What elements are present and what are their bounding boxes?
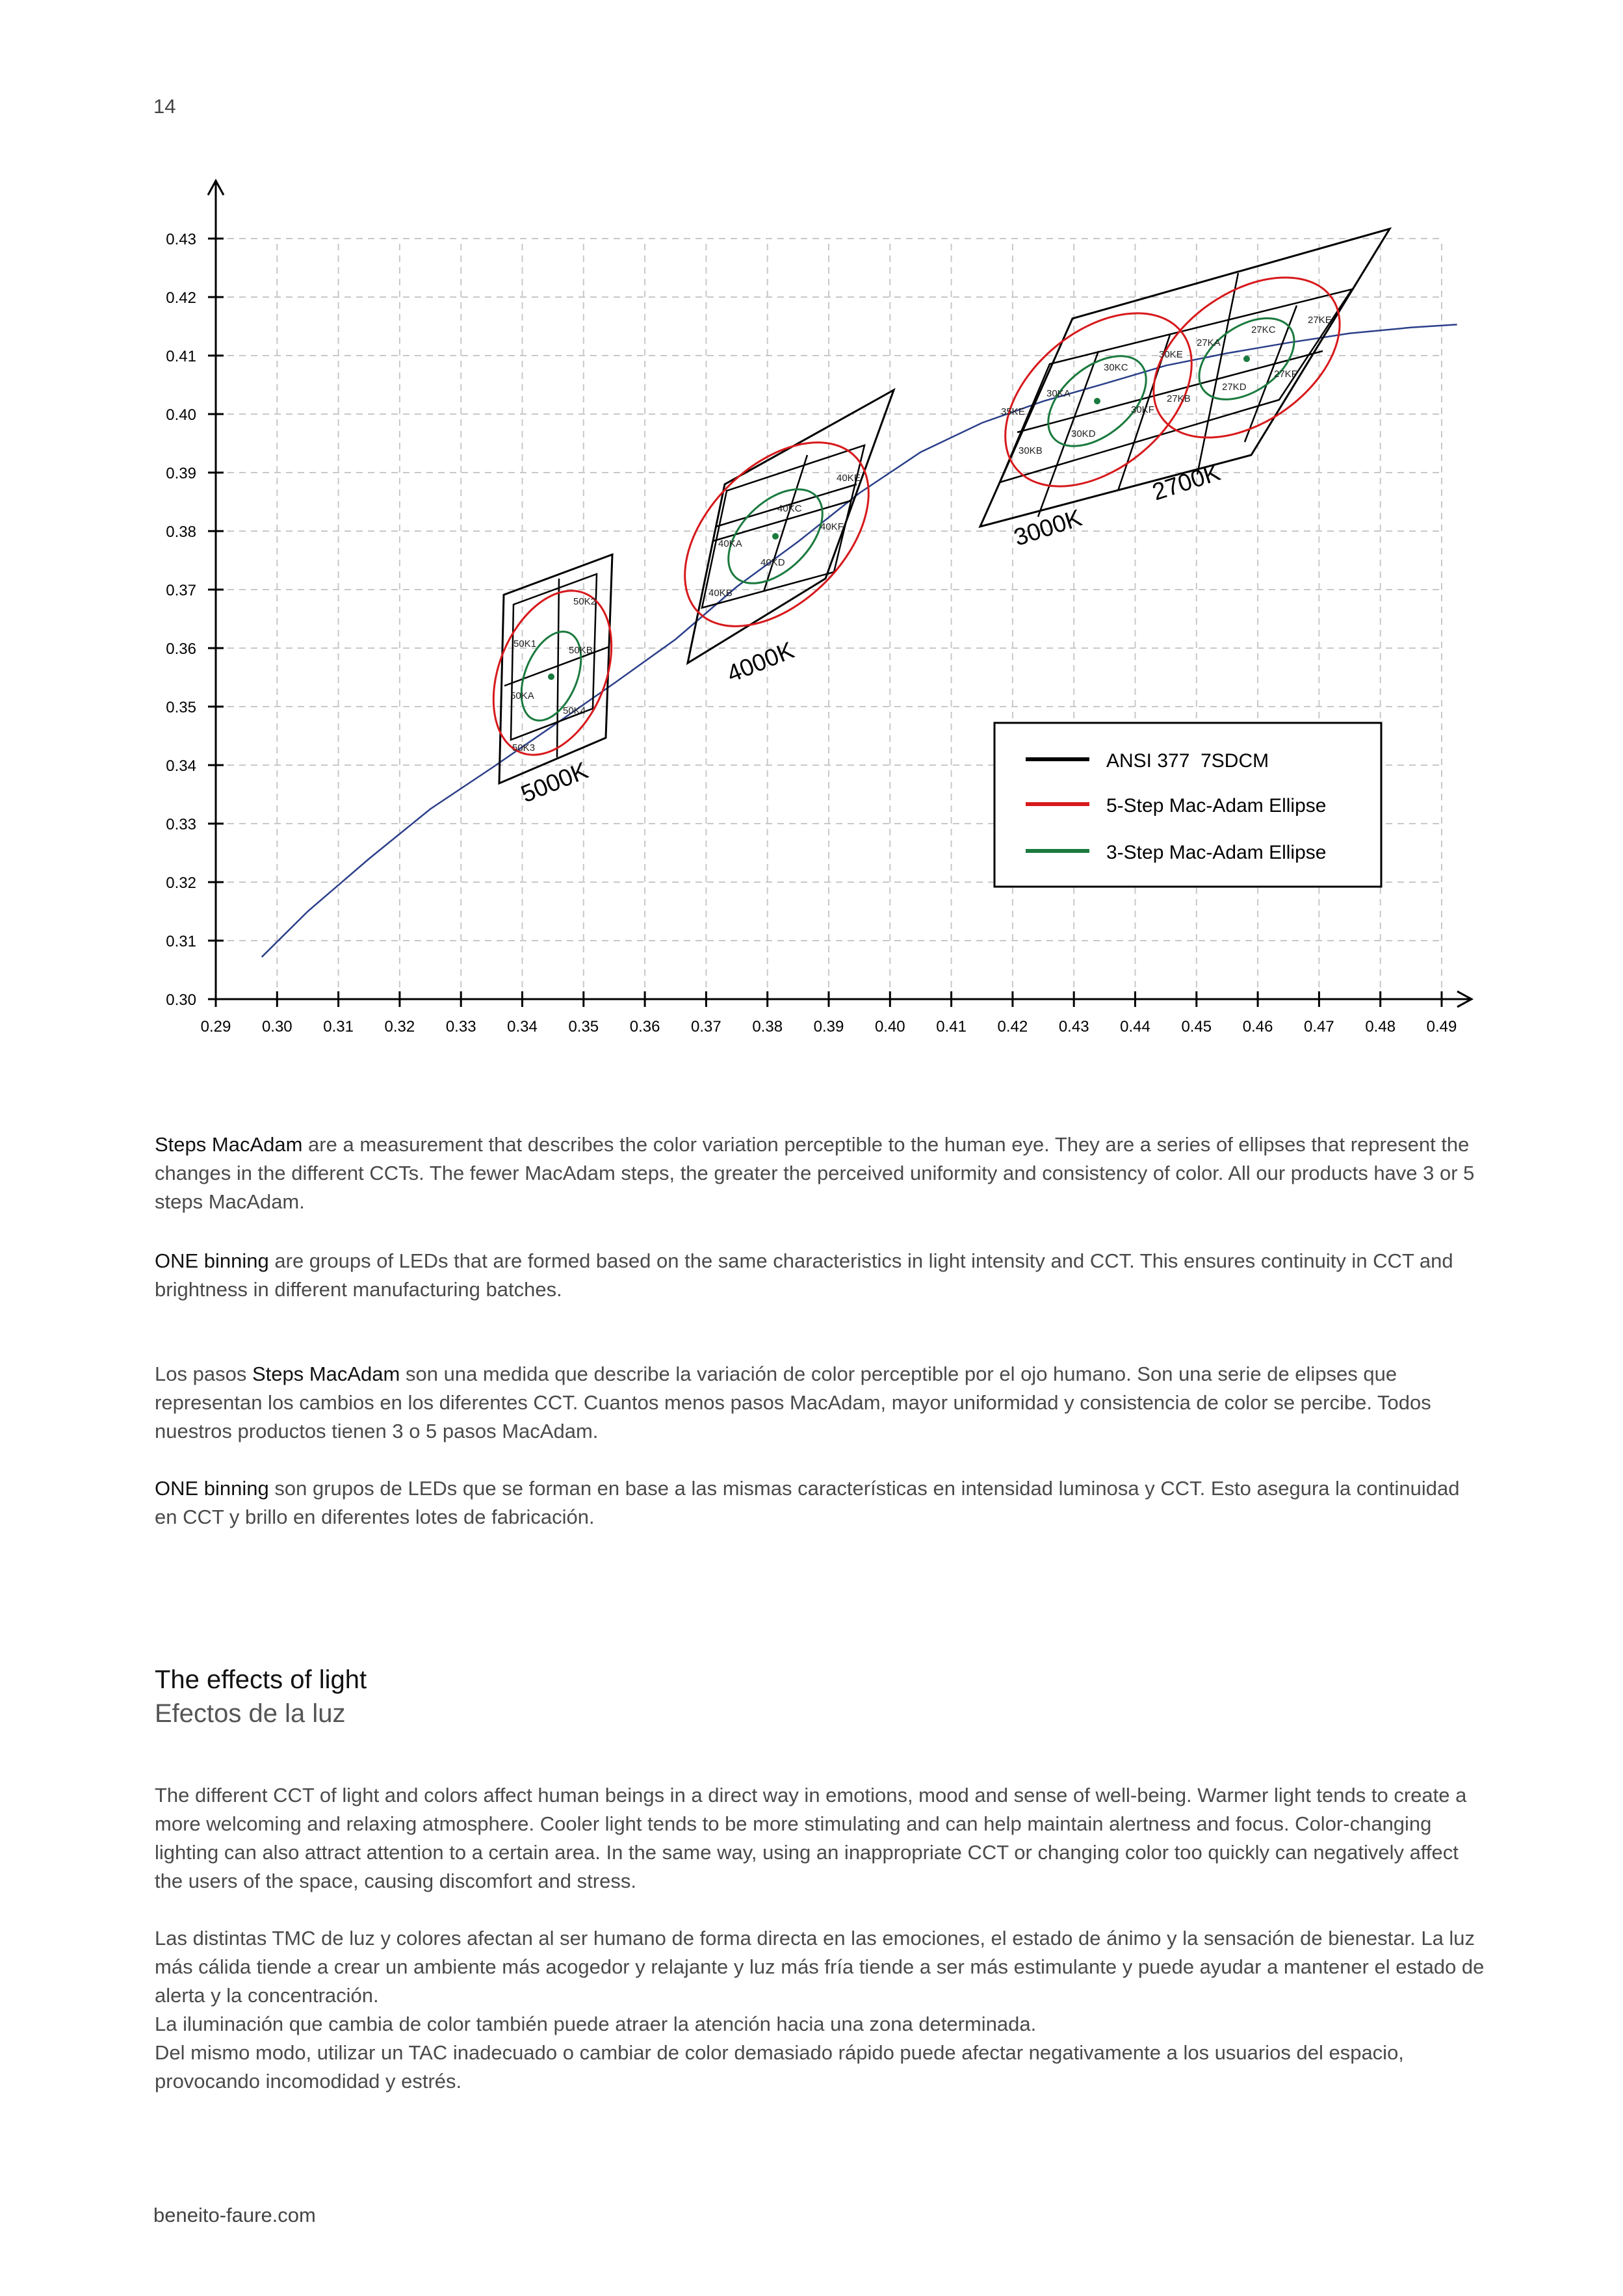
bin-label-50k4: 50K4 bbox=[563, 705, 586, 716]
y-tick-label: 0.41 bbox=[166, 348, 196, 365]
x-tick-label: 0.45 bbox=[1181, 1018, 1212, 1036]
bin-label-30kf: 30KF bbox=[1131, 404, 1154, 415]
term-one-binning: ONE binning bbox=[155, 1477, 269, 1500]
bin-label-40ka: 40KA bbox=[718, 538, 742, 549]
center-dot-5000k bbox=[548, 673, 554, 680]
paragraph-text: La iluminación que cambia de color también puede atraer la atención hacia una zona determinada. bbox=[155, 2013, 1037, 2035]
bin-line bbox=[1197, 273, 1238, 475]
y-tick-label: 0.32 bbox=[166, 874, 196, 892]
bin-label-40kf: 40KF bbox=[820, 521, 844, 532]
bin-label-27ka: 27KA bbox=[1197, 337, 1221, 348]
y-tick-label: 0.30 bbox=[166, 991, 196, 1009]
term-one-binning: ONE binning bbox=[155, 1249, 269, 1272]
cct-label-5000k: 5000K bbox=[517, 757, 592, 808]
bin-label-30ka: 30KA bbox=[1046, 388, 1071, 399]
chart-legend bbox=[994, 723, 1381, 887]
y-tick-label: 0.33 bbox=[166, 816, 196, 833]
x-tick-label: 0.29 bbox=[200, 1018, 231, 1036]
term-steps-macadam: Steps MacAdam bbox=[155, 1133, 303, 1156]
bin-label-40kc: 40KC bbox=[777, 503, 802, 514]
x-tick-label: 0.33 bbox=[445, 1018, 476, 1036]
bin-label-27ke: 27KE bbox=[1308, 315, 1332, 326]
paragraph-text: Las distintas TMC de luz y colores afectan al ser humano de forma directa en las emociones, el estado de ánimo y la sensación de bienestar. La luz más cálida tiende a crear un ambiente más acogedor y relajante y luz más fría tiende a ser más estimulante y puede ayudar a mantener el estado de alerta y la concentración. bbox=[155, 1927, 1485, 2007]
legend-label-5step: 5-Step Mac-Adam Ellipse bbox=[1106, 795, 1327, 816]
x-tick-label: 0.48 bbox=[1365, 1018, 1396, 1036]
page-number: 14 bbox=[153, 95, 176, 118]
x-tick-label: 0.34 bbox=[507, 1018, 538, 1036]
y-tick-label: 0.31 bbox=[166, 933, 196, 950]
cct-label-4000k: 4000K bbox=[723, 636, 798, 688]
cct-label-2700k: 2700K bbox=[1149, 458, 1224, 506]
paragraph-text: Del mismo modo, utilizar un TAC inadecuado o cambiar de color demasiado rápido puede afectar negativamente a los usuarios del espacio, provocando incomodidad y estrés. bbox=[155, 2041, 1404, 2093]
bin-label-30ke: 30KE bbox=[1159, 349, 1183, 360]
ellipse-5step-5000k bbox=[471, 573, 634, 772]
bin-label-50k2: 50K2 bbox=[573, 596, 597, 607]
footer-website[interactable]: beneito-faure.com bbox=[153, 2204, 316, 2226]
x-tick-label: 0.32 bbox=[384, 1018, 415, 1036]
bin-label-50kb: 50KB bbox=[569, 645, 593, 656]
y-tick-label: 0.40 bbox=[166, 406, 196, 424]
bin-line bbox=[557, 579, 559, 757]
bin-label-27kf: 27KF bbox=[1274, 369, 1297, 380]
section-body-en bbox=[155, 1781, 1487, 1896]
y-tick-label: 0.36 bbox=[166, 640, 196, 658]
x-tick-label: 0.36 bbox=[629, 1018, 660, 1036]
paragraph-text: Los pasos bbox=[155, 1363, 252, 1385]
bin-label-40kd: 40KD bbox=[760, 557, 785, 568]
x-tick-label: 0.30 bbox=[261, 1018, 292, 1036]
paragraph-steps-macadam-es bbox=[155, 1360, 1487, 1446]
x-tick-label: 0.41 bbox=[936, 1018, 967, 1036]
paragraph-one-binning-en bbox=[155, 1247, 1487, 1304]
bin-label-50k3: 50K3 bbox=[512, 742, 536, 753]
y-tick-label: 0.43 bbox=[166, 231, 196, 248]
x-tick-label: 0.35 bbox=[568, 1018, 599, 1036]
x-tick-label: 0.42 bbox=[997, 1018, 1028, 1036]
paragraph-text: son una medida que describe la variación de color perceptible por el ojo humano. Son una serie de elipses que representan los cambios en los diferentes CCT. Cuantos menos pasos MacAdam, mayor uniformidad y consistencia de color se percibe. Todos nuestros productos tienen 3 o 5 pasos MacAdam. bbox=[155, 1363, 1431, 1442]
bin-label-40ke: 40KE bbox=[837, 473, 861, 484]
y-tick-label: 0.42 bbox=[166, 289, 196, 307]
term-steps-macadam: Steps MacAdam bbox=[252, 1363, 400, 1385]
ansi-quad-3000k-2700k-inner bbox=[1000, 289, 1352, 482]
legend-label-3step: 3-Step Mac-Adam Ellipse bbox=[1106, 842, 1327, 863]
y-tick-label: 0.39 bbox=[166, 465, 196, 482]
legend-label-ansi: ANSI 377 7SDCM bbox=[1106, 750, 1269, 772]
y-tick-label: 0.38 bbox=[166, 523, 196, 541]
x-tick-label: 0.44 bbox=[1120, 1018, 1150, 1036]
center-dot-4000k bbox=[772, 533, 779, 540]
x-tick-label: 0.49 bbox=[1426, 1018, 1457, 1036]
y-tick-label: 0.37 bbox=[166, 582, 196, 599]
bin-label-35ke: 35KE bbox=[1001, 406, 1025, 417]
x-tick-label: 0.37 bbox=[691, 1018, 721, 1036]
y-tick-label: 0.35 bbox=[166, 699, 196, 716]
paragraph-text: The different CCT of light and colors affect human beings in a direct way in emotions, mood and sense of well-being. Warmer light tends to create a more welcoming and relaxing atmosphere. Cooler light tends to be more stimulating and can help maintain alertness and focus. Color-changing lighting can also attract attention to a certain area. In the same way, using an inappropriate CCT or changing color too quickly can negatively affect the users of the space, causing discomfort and stress. bbox=[155, 1784, 1467, 1892]
x-tick-label: 0.39 bbox=[813, 1018, 844, 1036]
y-tick-label: 0.34 bbox=[166, 757, 196, 775]
bin-label-40kb: 40KB bbox=[708, 588, 733, 599]
x-tick-label: 0.38 bbox=[752, 1018, 783, 1036]
chart-ticks bbox=[166, 231, 1457, 1036]
section-title-en: The effects of light bbox=[155, 1665, 367, 1694]
center-dot-2700k bbox=[1243, 356, 1250, 362]
x-tick-label: 0.31 bbox=[323, 1018, 354, 1036]
cie-chromaticity-chart bbox=[0, 0, 1623, 1053]
paragraph-steps-macadam-en bbox=[155, 1130, 1487, 1216]
x-tick-label: 0.43 bbox=[1058, 1018, 1089, 1036]
bin-label-30kc: 30KC bbox=[1104, 362, 1128, 373]
bin-label-27kb: 27KB bbox=[1167, 393, 1191, 404]
group-3000k-2700k bbox=[972, 229, 1390, 551]
bin-label-30kd: 30KD bbox=[1071, 428, 1096, 439]
x-tick-label: 0.47 bbox=[1304, 1018, 1334, 1036]
bin-label-50k1: 50K1 bbox=[513, 638, 537, 649]
bin-label-27kd: 27KD bbox=[1222, 382, 1247, 393]
center-dot-3000k bbox=[1094, 398, 1100, 404]
group-5000k bbox=[471, 554, 634, 807]
bin-label-30kb: 30KB bbox=[1019, 445, 1043, 456]
paragraph-text: are groups of LEDs that are formed based on the same characteristics in light intensity and CCT. This ensures continuity in CCT and brightness in different manufacturing batches. bbox=[155, 1249, 1453, 1301]
paragraph-text: son grupos de LEDs que se forman en base a las mismas características en intensidad luminosa y CCT. Esto asegura la continuidad en CCT y brillo en diferentes lotes de fabricación. bbox=[155, 1477, 1460, 1528]
cct-label-3000k: 3000K bbox=[1010, 504, 1085, 551]
x-tick-label: 0.46 bbox=[1242, 1018, 1273, 1036]
paragraph-text: are a measurement that describes the color variation perceptible to the human eye. They are a series of ellipses that represent the changes in the different CCTs. The fewer MacAdam steps, the greater the perceived uniformity and consistency of color. All our products have 3 or 5 steps MacAdam. bbox=[155, 1133, 1475, 1213]
bin-label-27kc: 27KC bbox=[1251, 324, 1276, 335]
x-tick-label: 0.40 bbox=[874, 1018, 905, 1036]
section-body-es bbox=[155, 1924, 1487, 2096]
section-title-es: Efectos de la luz bbox=[155, 1699, 346, 1728]
bin-label-50ka: 50KA bbox=[510, 690, 534, 701]
group-4000k bbox=[651, 390, 903, 687]
paragraph-one-binning-es bbox=[155, 1474, 1487, 1532]
